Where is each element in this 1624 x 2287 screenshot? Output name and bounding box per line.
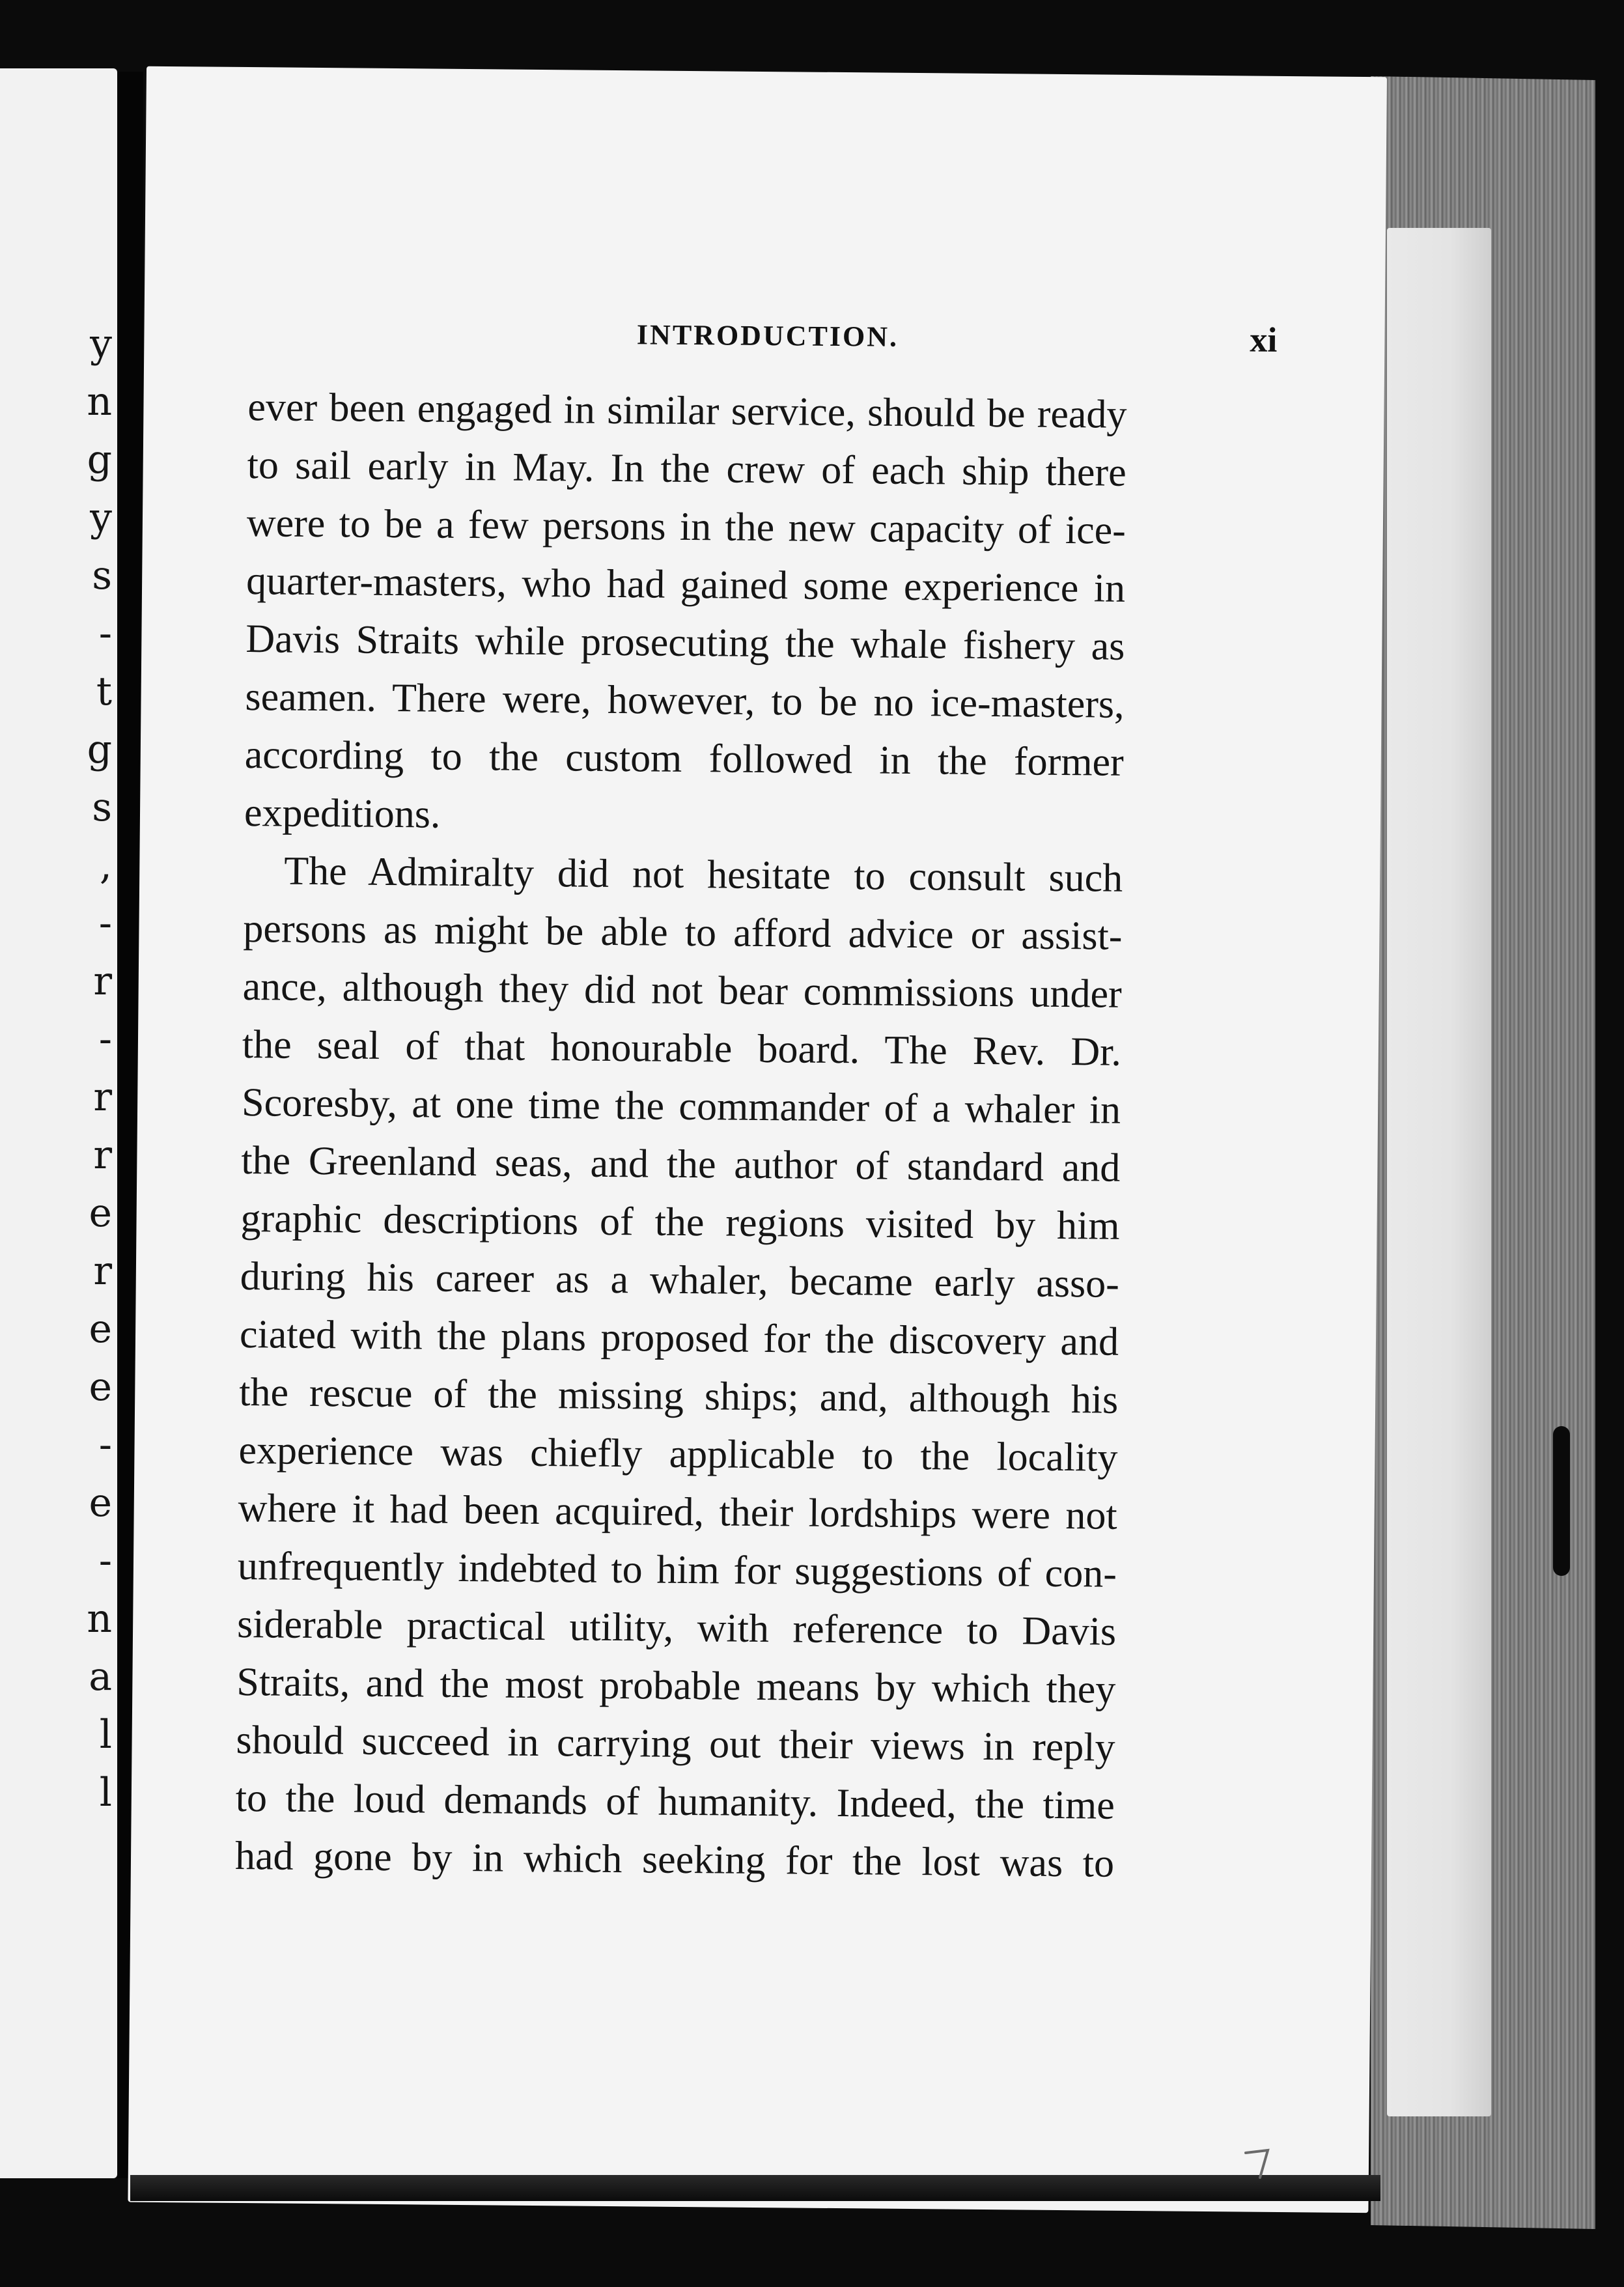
left-page-fragment: n: [87, 1596, 112, 1642]
fore-edge-highlight: [1387, 228, 1491, 2116]
page-bottom-shadow: [130, 2175, 1380, 2201]
left-page-fragment: g: [87, 727, 112, 772]
left-page-fragment: r: [93, 1074, 112, 1120]
left-page-fragment: r: [93, 1132, 112, 1178]
text-line: the seal of that honourable board. The Rev. Dr.: [242, 1022, 1122, 1074]
left-page-fragment: r: [93, 959, 112, 1004]
left-page-fragment: -: [98, 1422, 112, 1468]
left-page-fragment: -: [98, 901, 112, 946]
text-line: ance, although they did not bear commissions under: [242, 964, 1122, 1017]
left-page-fragment: e: [89, 1480, 112, 1526]
text-line: should succeed in carrying out their views in reply: [236, 1717, 1115, 1770]
text-line: the rescue of the missing ships; and, although his: [238, 1370, 1119, 1422]
left-page-fragment: s: [92, 785, 112, 830]
left-page-fragment: y: [90, 495, 112, 540]
pencil-mark: [1240, 2144, 1280, 2183]
left-page-fragment: r: [93, 1248, 112, 1294]
text-line: Straits, and the most probable means by which they: [236, 1659, 1116, 1712]
text-line: unfrequently indebted to him for suggestions of con-: [237, 1543, 1117, 1596]
left-page-fragment: -: [98, 1017, 112, 1062]
left-page-fragment: ,: [99, 843, 112, 888]
text-line: Scoresby, at one time the commander of a whaler in: [241, 1080, 1121, 1132]
text-line: graphic descriptions of the regions visited by him: [240, 1196, 1120, 1248]
left-page-fragment: -: [98, 611, 112, 656]
text-line: The Admiralty did not hesitate to consult such: [283, 849, 1123, 901]
left-page-text-fragments: [0, 68, 117, 2178]
text-line: Davis Straits while prosecuting the whale fishery as: [245, 617, 1125, 669]
text-line: the Greenland seas, and the author of standard and: [241, 1138, 1121, 1190]
left-page-fragment: e: [89, 1306, 112, 1352]
left-page-fragment: s: [92, 553, 112, 598]
text-line: according to the custom followed in the former: [244, 733, 1125, 785]
text-line: where it had been acquired, their lordships were not: [238, 1486, 1117, 1538]
left-page-fragment: l: [99, 1770, 112, 1816]
left-page-fragment: n: [87, 379, 112, 425]
left-page-fragment: l: [99, 1712, 112, 1758]
left-page-fragment: t: [96, 669, 112, 714]
left-page-fragment: y: [90, 321, 112, 367]
text-line: expeditions.: [244, 791, 441, 837]
page-number: xi: [1250, 320, 1278, 359]
text-line: had gone by in which seeking for the lost was to: [234, 1833, 1115, 1886]
left-page-fragment: e: [89, 1190, 112, 1236]
text-line: ever been engaged in similar service, should be ready: [247, 385, 1127, 437]
text-line: quarter-masters, who had gained some experience in: [245, 559, 1126, 611]
left-page-fragment: g: [87, 437, 112, 483]
right-page: [128, 66, 1387, 2213]
text-line: experience was chiefly applicable to the locality: [238, 1428, 1118, 1480]
page-header: [258, 315, 1278, 369]
text-line: seamen. There were, however, to be no ice-masters,: [245, 675, 1125, 727]
text-line: were to be a few persons in the new capacity of ice-: [246, 501, 1127, 553]
text-line: during his career as a whaler, became early asso-: [240, 1254, 1120, 1306]
left-page-fragment: a: [89, 1654, 112, 1700]
running-title: INTRODUCTION.: [636, 318, 899, 353]
text-line: persons as might be able to afford advice or assist-: [243, 906, 1123, 959]
text-line: ciated with the plans proposed for the discovery and: [239, 1312, 1119, 1364]
text-line: to the loud demands of humanity. Indeed, the time: [235, 1775, 1115, 1828]
left-page: [0, 68, 117, 2178]
left-page-fragment: e: [89, 1364, 112, 1410]
text-line: to sail early in May. In the crew of each ship there: [247, 443, 1127, 495]
left-page-fragment: -: [98, 1538, 112, 1584]
text-line: siderable practical utility, with reference to Davis: [236, 1601, 1117, 1654]
fore-edge-damage: [1553, 1426, 1570, 1576]
body-text: [235, 378, 1127, 1893]
